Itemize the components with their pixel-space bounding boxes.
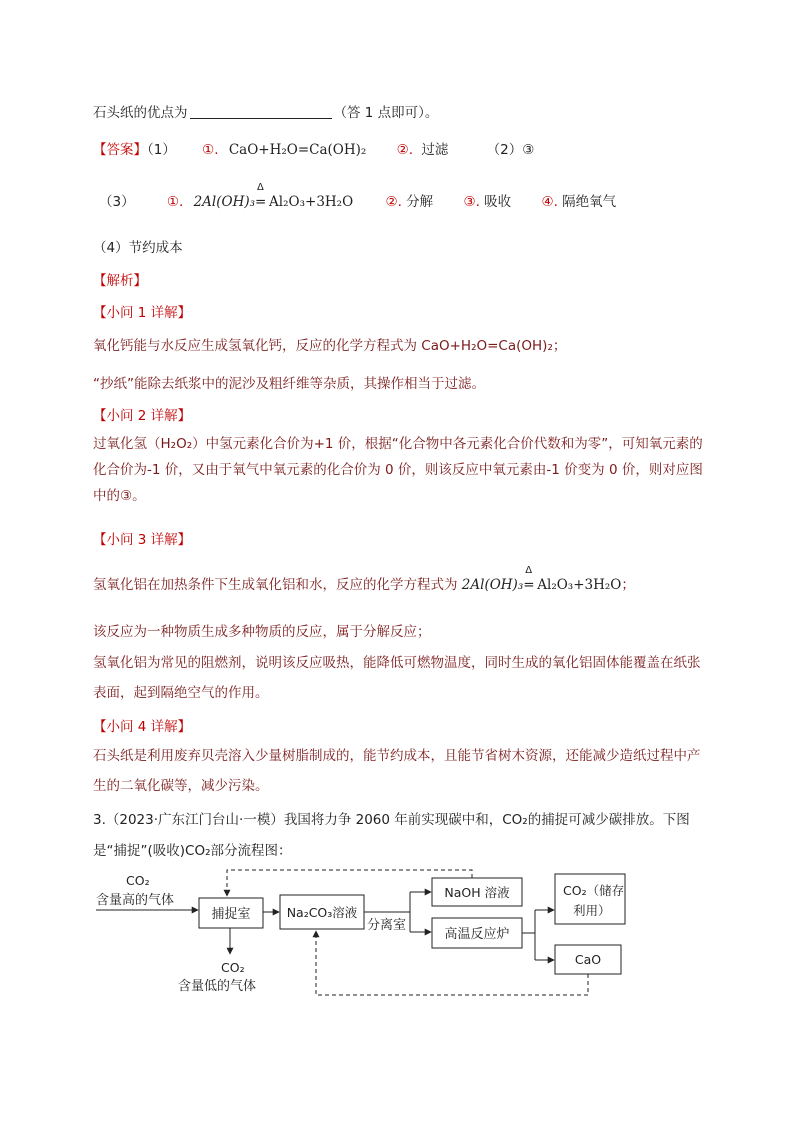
flow-na2co3-label: Na₂CO₃溶液 [286,905,358,920]
answer-p1-n1: ①. [202,142,219,158]
answer-p3-a3: 吸收 [484,194,512,210]
q3-heat-sign: Δ = [523,565,535,593]
question-3-text: 3.（2023·广东江门台山·一模）我国将力争 2060 年前实现碳中和，CO₂的捕捉可减少碳排放。下图是“捕捉”(吸收)CO₂部分流程图： [93,812,690,859]
q3-line-1 [93,565,635,593]
answer-p3-n1: ①. [166,194,184,210]
answer-line-1 [93,138,534,158]
answer-p1-equation: CaO+H₂O=Ca(OH)₂ [228,142,367,158]
flow-input-co2: CO₂ [126,873,150,888]
flow-furnace-label: 高温反应炉 [444,927,510,942]
flow-capture-label: 捕捉室 [211,907,251,922]
prompt-text: 石头纸的优点为 [93,105,188,121]
answer-part-1: （1） [147,142,176,158]
q3-line-1-post: ； [621,577,635,593]
q2-tag: 【小问 2 详解】 [93,408,192,424]
q1-line-2: “抄纸”能除去纸浆中的泥沙及粗纤维等杂质，其操作相当于过滤。 [93,376,485,392]
answer-part-3: （3） [99,194,135,210]
q3-eq-left: 2Al(OH)₃ [461,577,524,593]
answer-line-3 [99,182,617,210]
analysis-tag: 【解析】 [93,273,147,289]
flow-naoh-label: NaOH 溶液 [444,885,510,900]
flow-input-gas: 含量高的气体 [96,893,175,908]
answer-p1-n2: ②. [396,142,414,158]
q3-line-1-pre: 氢氧化铝在加热条件下生成氧化铝和水，反应的化学方程式为 [93,577,458,593]
answer-blank [190,104,332,119]
answer-p3-n4: ④. [541,194,558,210]
prompt-line [93,101,438,121]
answer-part-4: （4）节约成本 [93,240,183,256]
answer-p3-eq-right: Al₂O₃+3H₂O [269,194,354,210]
answer-part-2: （2）③ [486,142,535,158]
q4-text: 石头纸是利用废弃贝壳溶入少量树脂制成的，能节约成本，且能节省树木资源，还能减少造纸过程中产生的二氧化碳等，减少污染。 [93,748,701,794]
q1-line-1: 氧化钙能与水反应生成氢氧化钙，反应的化学方程式为 CaO+H₂O=Ca(OH)₂； [93,338,567,354]
flow-separate-label: 分离室 [367,918,407,933]
answer-p1-a2: 过滤 [421,142,449,158]
answer-p3-n3: ③. [463,194,480,210]
q3-line-2: 该反应为一种物质生成多种物质的反应，属于分解反应； [93,624,431,640]
q4-tag: 【小问 4 详解】 [93,719,192,735]
answer-tag: 【答案】 [93,142,147,158]
answer-p3-eq-left: 2Al(OH)₃ [193,194,256,210]
q3-tag: 【小问 3 详解】 [93,532,192,548]
q2-text: 过氧化氢（H₂O₂）中氢元素化合价为+1 价，根据“化合物中各元素化合价代数和为零”，可知氧元素的化合价为-1 价，又由于氧气中氧元素的化合价为 0 价，则该反应中氧元素由-1 价变为 0 价，则对应图中的③。 [93,436,703,504]
q3-line-3: 氢氧化铝为常见的阻燃剂，说明该反应吸热，能降低可燃物温度，同时生成的氧化铝固体能覆盖在纸张表面，起到隔绝空气的作用。 [93,655,701,701]
answer-p3-a2: 分解 [406,194,434,210]
flow-output-gas: 含量低的气体 [178,979,257,994]
capture-flow-diagram [80,866,640,1006]
flow-co2-store-line-1: CO₂（储存 [563,883,625,898]
q1-tag: 【小问 1 详解】 [93,305,192,321]
flow-cao-label: CaO [574,952,602,967]
flow-co2-store-line-2: 利用） [573,903,611,918]
answer-p3-a4: 隔绝氧气 [562,194,617,210]
prompt-suffix: （答 1 点即可）。 [333,105,439,121]
flow-output-co2: CO₂ [221,960,245,975]
q3-eq-right: Al₂O₃+3H₂O [537,577,622,593]
answer-p3-n2: ②. [385,194,402,210]
answer-p3-heat-sign: Δ = [255,182,267,210]
